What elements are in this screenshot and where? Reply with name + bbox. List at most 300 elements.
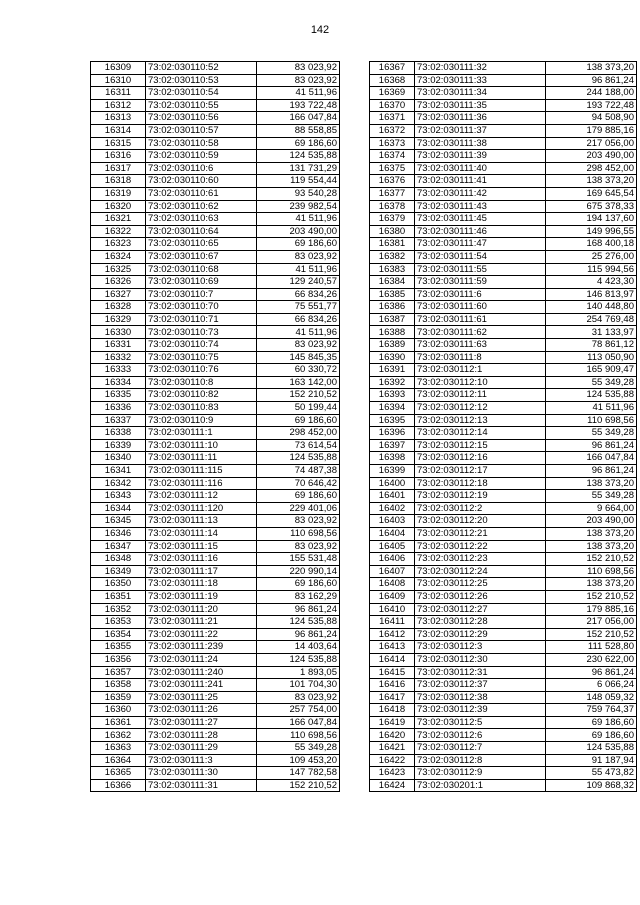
- value-cell: 149 996,55: [546, 225, 637, 238]
- cadastral-number-cell: 73:02:030111:37: [415, 124, 546, 137]
- row-number-cell: 16417: [370, 691, 415, 704]
- right-table-body: [370, 62, 637, 792]
- cadastral-number-cell: 73:02:030111:115: [146, 465, 257, 478]
- value-cell: 220 990,14: [257, 565, 340, 578]
- cadastral-number-cell: 73:02:030112:37: [415, 679, 546, 692]
- cadastral-number-cell: 73:02:030111:63: [415, 339, 546, 352]
- row-number-cell: 16352: [91, 603, 146, 616]
- row-number-cell: 16358: [91, 679, 146, 692]
- cadastral-number-cell: 73:02:030112:28: [415, 616, 546, 629]
- cadastral-number-cell: 73:02:030111:14: [146, 527, 257, 540]
- value-cell: 60 330,72: [257, 364, 340, 377]
- cadastral-number-cell: 73:02:030112:20: [415, 515, 546, 528]
- table-row: [91, 250, 340, 263]
- row-number-cell: 16424: [370, 779, 415, 792]
- cadastral-number-cell: 73:02:030111:46: [415, 225, 546, 238]
- cadastral-number-cell: 73:02:030111:10: [146, 439, 257, 452]
- cadastral-number-cell: 73:02:030111:241: [146, 679, 257, 692]
- cadastral-number-cell: 73:02:030112:26: [415, 590, 546, 603]
- cadastral-number-cell: 73:02:030111:31: [146, 779, 257, 792]
- row-number-cell: 16396: [370, 427, 415, 440]
- table-row: [370, 364, 637, 377]
- value-cell: 119 554,44: [257, 175, 340, 188]
- table-row: [91, 754, 340, 767]
- cadastral-number-cell: 73:02:030110:58: [146, 137, 257, 150]
- row-number-cell: 16348: [91, 553, 146, 566]
- row-number-cell: 16413: [370, 641, 415, 654]
- table-row: [370, 565, 637, 578]
- value-cell: 69 186,60: [257, 238, 340, 251]
- cadastral-number-cell: 73:02:030110:82: [146, 389, 257, 402]
- row-number-cell: 16364: [91, 754, 146, 767]
- value-cell: 759 764,37: [546, 704, 637, 717]
- table-row: [91, 200, 340, 213]
- cadastral-number-cell: 73:02:030111:35: [415, 99, 546, 112]
- value-cell: 41 511,96: [257, 87, 340, 100]
- value-cell: 110 698,56: [257, 729, 340, 742]
- cadastral-number-cell: 73:02:030110:68: [146, 263, 257, 276]
- row-number-cell: 16310: [91, 74, 146, 87]
- table-row: [91, 414, 340, 427]
- table-row: [91, 137, 340, 150]
- row-number-cell: 16421: [370, 742, 415, 755]
- cadastral-number-cell: 73:02:030112:15: [415, 439, 546, 452]
- value-cell: 94 508,90: [546, 112, 637, 125]
- row-number-cell: 16376: [370, 175, 415, 188]
- cadastral-number-cell: 73:02:030111:41: [415, 175, 546, 188]
- value-cell: 124 535,88: [546, 389, 637, 402]
- value-cell: 55 349,28: [546, 427, 637, 440]
- table-row: [91, 502, 340, 515]
- table-row: [370, 225, 637, 238]
- row-number-cell: 16317: [91, 162, 146, 175]
- row-number-cell: 16407: [370, 565, 415, 578]
- table-row: [370, 187, 637, 200]
- table-row: [91, 187, 340, 200]
- row-number-cell: 16366: [91, 779, 146, 792]
- cadastral-number-cell: 73:02:030110:7: [146, 288, 257, 301]
- table-row: [370, 250, 637, 263]
- cadastral-number-cell: 73:02:030111:60: [415, 301, 546, 314]
- table-row: [370, 666, 637, 679]
- cadastral-number-cell: 73:02:030110:53: [146, 74, 257, 87]
- row-number-cell: 16328: [91, 301, 146, 314]
- table-row: [370, 402, 637, 415]
- table-row: [91, 99, 340, 112]
- value-cell: 193 722,48: [257, 99, 340, 112]
- value-cell: 69 186,60: [257, 490, 340, 503]
- row-number-cell: 16350: [91, 578, 146, 591]
- value-cell: 41 511,96: [257, 213, 340, 226]
- cadastral-number-cell: 73:02:030110:76: [146, 364, 257, 377]
- cadastral-number-cell: 73:02:030111:59: [415, 276, 546, 289]
- row-number-cell: 16392: [370, 376, 415, 389]
- cadastral-number-cell: 73:02:030111:34: [415, 87, 546, 100]
- cadastral-number-cell: 73:02:030112:30: [415, 653, 546, 666]
- table-row: [370, 288, 637, 301]
- table-row: [370, 653, 637, 666]
- value-cell: 124 535,88: [257, 150, 340, 163]
- table-row: [370, 465, 637, 478]
- value-cell: 138 373,20: [546, 527, 637, 540]
- cadastral-number-cell: 73:02:030110:63: [146, 213, 257, 226]
- row-number-cell: 16335: [91, 389, 146, 402]
- value-cell: 131 731,29: [257, 162, 340, 175]
- value-cell: 69 186,60: [257, 578, 340, 591]
- row-number-cell: 16397: [370, 439, 415, 452]
- table-row: [91, 225, 340, 238]
- table-row: [370, 742, 637, 755]
- cadastral-number-cell: 73:02:030111:21: [146, 616, 257, 629]
- cadastral-number-cell: 73:02:030111:25: [146, 691, 257, 704]
- table-row: [91, 389, 340, 402]
- value-cell: 138 373,20: [546, 477, 637, 490]
- cadastral-number-cell: 73:02:030111:13: [146, 515, 257, 528]
- value-cell: 152 210,52: [257, 779, 340, 792]
- value-cell: 169 645,54: [546, 187, 637, 200]
- cadastral-number-cell: 73:02:030110:83: [146, 402, 257, 415]
- value-cell: 203 490,00: [546, 150, 637, 163]
- row-number-cell: 16372: [370, 124, 415, 137]
- value-cell: 55 349,28: [546, 490, 637, 503]
- value-cell: 14 403,64: [257, 641, 340, 654]
- row-number-cell: 16316: [91, 150, 146, 163]
- value-cell: 148 059,32: [546, 691, 637, 704]
- cadastral-number-cell: 73:02:030112:14: [415, 427, 546, 440]
- value-cell: 96 861,24: [257, 628, 340, 641]
- table-row: [91, 553, 340, 566]
- cadastral-number-cell: 73:02:030112:18: [415, 477, 546, 490]
- row-number-cell: 16380: [370, 225, 415, 238]
- table-row: [370, 162, 637, 175]
- cadastral-number-cell: 73:02:030112:3: [415, 641, 546, 654]
- row-number-cell: 16369: [370, 87, 415, 100]
- value-cell: 115 994,56: [546, 263, 637, 276]
- cadastral-number-cell: 73:02:030111:22: [146, 628, 257, 641]
- cadastral-number-cell: 73:02:030112:29: [415, 628, 546, 641]
- row-number-cell: 16423: [370, 767, 415, 780]
- row-number-cell: 16309: [91, 62, 146, 75]
- row-number-cell: 16343: [91, 490, 146, 503]
- value-cell: 194 137,60: [546, 213, 637, 226]
- value-cell: 1 893,05: [257, 666, 340, 679]
- row-number-cell: 16384: [370, 276, 415, 289]
- table-row: [91, 767, 340, 780]
- table-row: [370, 603, 637, 616]
- cadastral-number-cell: 73:02:030110:75: [146, 351, 257, 364]
- value-cell: 168 400,18: [546, 238, 637, 251]
- cadastral-number-cell: 73:02:030110:6: [146, 162, 257, 175]
- table-row: [91, 704, 340, 717]
- row-number-cell: 16311: [91, 87, 146, 100]
- table-row: [91, 742, 340, 755]
- table-row: [370, 452, 637, 465]
- table-row: [91, 666, 340, 679]
- cadastral-number-cell: 73:02:030112:24: [415, 565, 546, 578]
- table-row: [370, 301, 637, 314]
- value-cell: 165 909,47: [546, 364, 637, 377]
- table-row: [91, 628, 340, 641]
- row-number-cell: 16418: [370, 704, 415, 717]
- value-cell: 257 754,00: [257, 704, 340, 717]
- table-row: [91, 616, 340, 629]
- cadastral-number-cell: 73:02:030111:43: [415, 200, 546, 213]
- row-number-cell: 16351: [91, 590, 146, 603]
- table-row: [91, 339, 340, 352]
- cadastral-number-cell: 73:02:030110:73: [146, 326, 257, 339]
- table-row: [370, 112, 637, 125]
- cadastral-number-cell: 73:02:030110:74: [146, 339, 257, 352]
- row-number-cell: 16367: [370, 62, 415, 75]
- value-cell: 124 535,88: [257, 653, 340, 666]
- value-cell: 83 023,92: [257, 691, 340, 704]
- table-row: [370, 376, 637, 389]
- value-cell: 179 885,16: [546, 603, 637, 616]
- table-row: [370, 628, 637, 641]
- cadastral-number-cell: 73:02:030111:24: [146, 653, 257, 666]
- table-row: [370, 326, 637, 339]
- value-cell: 78 861,12: [546, 339, 637, 352]
- value-cell: 179 885,16: [546, 124, 637, 137]
- row-number-cell: 16419: [370, 716, 415, 729]
- row-number-cell: 16356: [91, 653, 146, 666]
- table-row: [91, 477, 340, 490]
- table-row: [370, 339, 637, 352]
- row-number-cell: 16388: [370, 326, 415, 339]
- value-cell: 83 023,92: [257, 74, 340, 87]
- value-cell: 152 210,52: [546, 553, 637, 566]
- cadastral-number-cell: 73:02:030111:36: [415, 112, 546, 125]
- cadastral-number-cell: 73:02:030201:1: [415, 779, 546, 792]
- row-number-cell: 16332: [91, 351, 146, 364]
- row-number-cell: 16334: [91, 376, 146, 389]
- row-number-cell: 16402: [370, 502, 415, 515]
- value-cell: 83 023,92: [257, 515, 340, 528]
- row-number-cell: 16368: [370, 74, 415, 87]
- value-cell: 96 861,24: [546, 465, 637, 478]
- cadastral-number-cell: 73:02:030112:21: [415, 527, 546, 540]
- cadastral-number-cell: 73:02:030110:70: [146, 301, 257, 314]
- cadastral-number-cell: 73:02:030111:45: [415, 213, 546, 226]
- table-row: [370, 263, 637, 276]
- cadastral-number-cell: 73:02:030111:18: [146, 578, 257, 591]
- value-cell: 124 535,88: [257, 616, 340, 629]
- cadastral-number-cell: 73:02:030112:39: [415, 704, 546, 717]
- row-number-cell: 16374: [370, 150, 415, 163]
- row-number-cell: 16385: [370, 288, 415, 301]
- table-row: [91, 515, 340, 528]
- row-number-cell: 16324: [91, 250, 146, 263]
- table-row: [91, 162, 340, 175]
- table-row: [91, 288, 340, 301]
- cadastral-number-cell: 73:02:030111:40: [415, 162, 546, 175]
- row-number-cell: 16337: [91, 414, 146, 427]
- cadastral-number-cell: 73:02:030112:2: [415, 502, 546, 515]
- value-cell: 217 056,00: [546, 616, 637, 629]
- row-number-cell: 16341: [91, 465, 146, 478]
- row-number-cell: 16338: [91, 427, 146, 440]
- cadastral-number-cell: 73:02:030110:71: [146, 313, 257, 326]
- cadastral-number-cell: 73:02:030112:8: [415, 754, 546, 767]
- row-number-cell: 16318: [91, 175, 146, 188]
- value-cell: 129 240,57: [257, 276, 340, 289]
- table-row: [370, 477, 637, 490]
- value-cell: 69 186,60: [257, 137, 340, 150]
- value-cell: 69 186,60: [546, 729, 637, 742]
- table-row: [370, 276, 637, 289]
- table-row: [370, 490, 637, 503]
- value-cell: 124 535,88: [546, 742, 637, 755]
- value-cell: 96 861,24: [257, 603, 340, 616]
- cadastral-number-cell: 73:02:030110:57: [146, 124, 257, 137]
- value-cell: 166 047,84: [257, 716, 340, 729]
- value-cell: 111 528,80: [546, 641, 637, 654]
- row-number-cell: 16395: [370, 414, 415, 427]
- table-row: [91, 364, 340, 377]
- cadastral-number-cell: 73:02:030112:27: [415, 603, 546, 616]
- value-cell: 146 813,97: [546, 288, 637, 301]
- table-row: [370, 62, 637, 75]
- row-number-cell: 16357: [91, 666, 146, 679]
- value-cell: 55 349,28: [546, 376, 637, 389]
- table-row: [370, 515, 637, 528]
- table-row: [91, 301, 340, 314]
- value-cell: 50 199,44: [257, 402, 340, 415]
- table-row: [91, 565, 340, 578]
- cadastral-number-cell: 73:02:030111:29: [146, 742, 257, 755]
- cadastral-number-cell: 73:02:030111:54: [415, 250, 546, 263]
- value-cell: 675 378,33: [546, 200, 637, 213]
- table-row: [370, 641, 637, 654]
- row-number-cell: 16359: [91, 691, 146, 704]
- row-number-cell: 16346: [91, 527, 146, 540]
- table-row: [91, 653, 340, 666]
- value-cell: 203 490,00: [257, 225, 340, 238]
- value-cell: 83 023,92: [257, 250, 340, 263]
- row-number-cell: 16399: [370, 465, 415, 478]
- cadastral-number-cell: 73:02:030112:23: [415, 553, 546, 566]
- table-row: [370, 238, 637, 251]
- table-row: [370, 414, 637, 427]
- row-number-cell: 16322: [91, 225, 146, 238]
- row-number-cell: 16414: [370, 653, 415, 666]
- value-cell: 298 452,00: [257, 427, 340, 440]
- table-row: [91, 603, 340, 616]
- cadastral-number-cell: 73:02:030111:120: [146, 502, 257, 515]
- value-cell: 93 540,28: [257, 187, 340, 200]
- left-data-table: [90, 61, 340, 792]
- cadastral-number-cell: 73:02:030110:62: [146, 200, 257, 213]
- row-number-cell: 16363: [91, 742, 146, 755]
- table-row: [91, 439, 340, 452]
- row-number-cell: 16339: [91, 439, 146, 452]
- row-number-cell: 16406: [370, 553, 415, 566]
- table-row: [91, 150, 340, 163]
- table-row: [370, 691, 637, 704]
- table-row: [91, 540, 340, 553]
- table-row: [91, 641, 340, 654]
- row-number-cell: 16361: [91, 716, 146, 729]
- row-number-cell: 16393: [370, 389, 415, 402]
- table-row: [370, 200, 637, 213]
- row-number-cell: 16389: [370, 339, 415, 352]
- row-number-cell: 16371: [370, 112, 415, 125]
- row-number-cell: 16412: [370, 628, 415, 641]
- value-cell: 110 698,56: [257, 527, 340, 540]
- row-number-cell: 16378: [370, 200, 415, 213]
- cadastral-number-cell: 73:02:030112:19: [415, 490, 546, 503]
- row-number-cell: 16331: [91, 339, 146, 352]
- value-cell: 110 698,56: [546, 414, 637, 427]
- table-row: [91, 729, 340, 742]
- table-row: [370, 754, 637, 767]
- row-number-cell: 16325: [91, 263, 146, 276]
- value-cell: 166 047,84: [546, 452, 637, 465]
- cadastral-number-cell: 73:02:030110:56: [146, 112, 257, 125]
- row-number-cell: 16394: [370, 402, 415, 415]
- table-row: [91, 175, 340, 188]
- value-cell: 152 210,52: [546, 590, 637, 603]
- row-number-cell: 16344: [91, 502, 146, 515]
- row-number-cell: 16375: [370, 162, 415, 175]
- table-row: [370, 553, 637, 566]
- table-row: [370, 150, 637, 163]
- right-data-table: [369, 61, 637, 792]
- table-row: [370, 74, 637, 87]
- cadastral-number-cell: 73:02:030112:11: [415, 389, 546, 402]
- value-cell: 91 187,94: [546, 754, 637, 767]
- table-row: [370, 767, 637, 780]
- row-number-cell: 16347: [91, 540, 146, 553]
- row-number-cell: 16320: [91, 200, 146, 213]
- value-cell: 41 511,96: [257, 263, 340, 276]
- value-cell: 4 423,30: [546, 276, 637, 289]
- cadastral-number-cell: 73:02:030111:8: [415, 351, 546, 364]
- cadastral-number-cell: 73:02:030112:25: [415, 578, 546, 591]
- table-row: [91, 402, 340, 415]
- cadastral-number-cell: 73:02:030111:239: [146, 641, 257, 654]
- table-row: [370, 502, 637, 515]
- value-cell: 9 664,00: [546, 502, 637, 515]
- row-number-cell: 16400: [370, 477, 415, 490]
- row-number-cell: 16409: [370, 590, 415, 603]
- cadastral-number-cell: 73:02:030111:47: [415, 238, 546, 251]
- page-number: 142: [310, 24, 330, 36]
- row-number-cell: 16314: [91, 124, 146, 137]
- cadastral-number-cell: 73:02:030111:42: [415, 187, 546, 200]
- table-row: [91, 590, 340, 603]
- row-number-cell: 16362: [91, 729, 146, 742]
- cadastral-number-cell: 73:02:030111:27: [146, 716, 257, 729]
- cadastral-number-cell: 73:02:030111:38: [415, 137, 546, 150]
- cadastral-number-cell: 73:02:030110:9: [146, 414, 257, 427]
- table-row: [370, 351, 637, 364]
- value-cell: 138 373,20: [546, 175, 637, 188]
- value-cell: 109 868,32: [546, 779, 637, 792]
- table-row: [91, 87, 340, 100]
- cadastral-number-cell: 73:02:030111:11: [146, 452, 257, 465]
- cadastral-number-cell: 73:02:030112:1: [415, 364, 546, 377]
- cadastral-number-cell: 73:02:030112:9: [415, 767, 546, 780]
- row-number-cell: 16321: [91, 213, 146, 226]
- value-cell: 41 511,96: [546, 402, 637, 415]
- value-cell: 138 373,20: [546, 540, 637, 553]
- table-row: [91, 276, 340, 289]
- value-cell: 83 162,29: [257, 590, 340, 603]
- value-cell: 55 349,28: [257, 742, 340, 755]
- cadastral-number-cell: 73:02:030111:39: [415, 150, 546, 163]
- table-row: [370, 389, 637, 402]
